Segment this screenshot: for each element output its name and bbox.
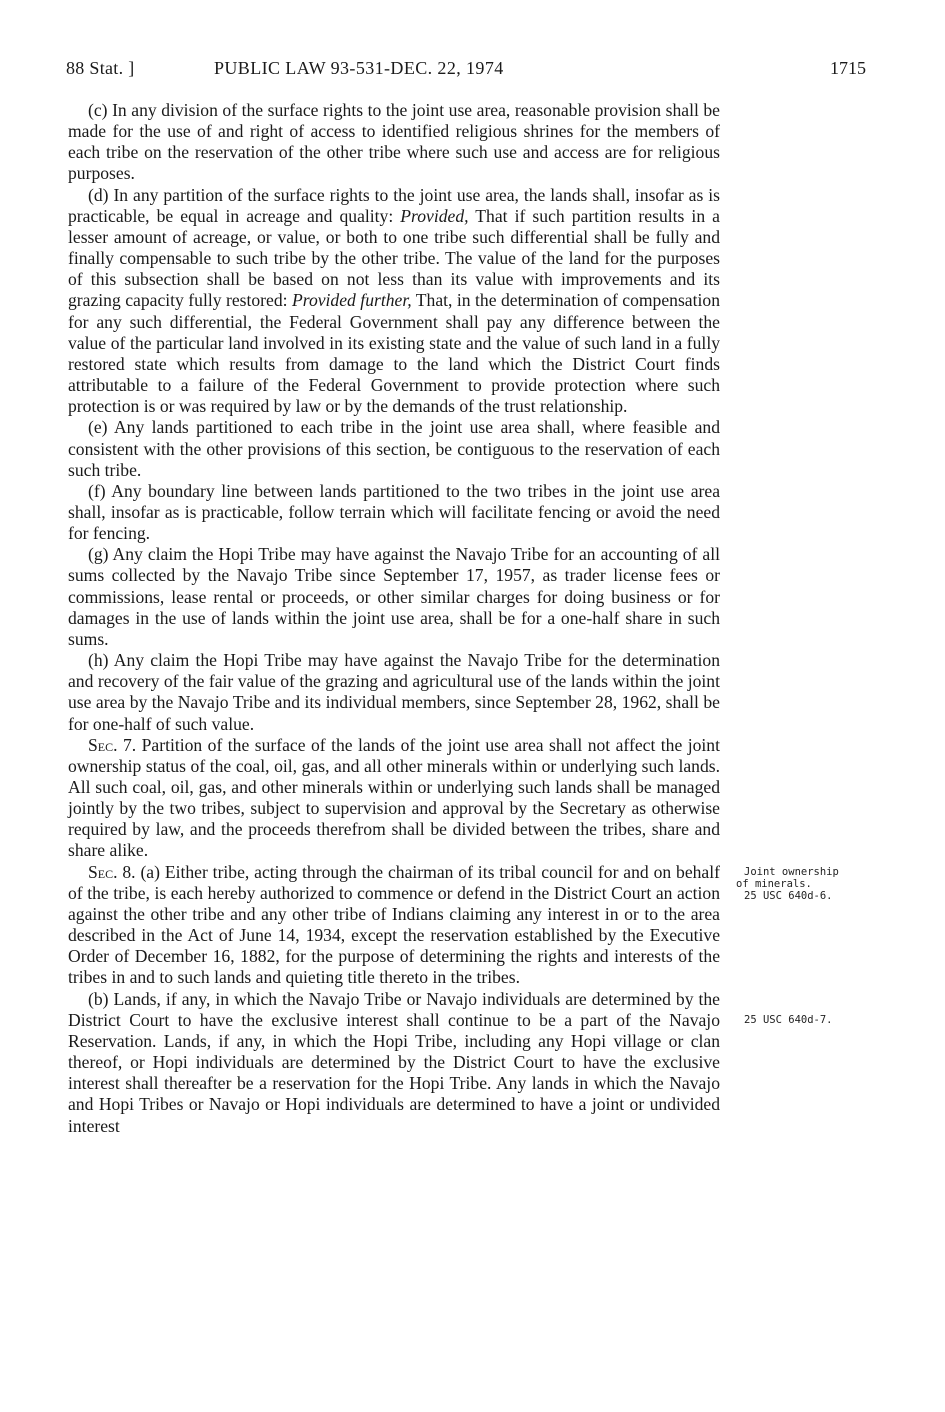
section-7-text: Partition of the surface of the lands of the joint use area shall not affect the joint ownership status of the coal, oil, gas, and all other minerals within or underlying such lands. All such coal, oil, gas, and other minerals within or underlying such lands shall be managed jointly by the two tribes, subject to supervision and approval by the Secretary as otherwise required by law, and the proceeds therefrom shall be divided between the tribes, share and share alike. (68, 734, 720, 861)
margin-note-citation: 25 USC 640d-6. (744, 890, 833, 902)
paragraph-d-text-1: (d) In any partition of the surface rights to the joint use area, the lands shall, insofar as is practicable, be equal in acreage and quality: (68, 184, 720, 226)
section-7 (68, 735, 720, 862)
statute-volume: 88 Stat. ] (66, 58, 135, 78)
paragraph-d-text-2: That if such partition results in a lesser amount of acreage, or value, or both to one tribe such differential shall be fully and finally compensable to such tribe by the other tribe. The value of the land for the purposes of this subsection shall be based on not less than its value with improvements and its grazing capacity fully restored: (68, 205, 720, 311)
paragraph-e: (e) Any lands partitioned to each tribe in the joint use area shall, where feasible and consistent with the other provisions of this section, be contiguous to the reservation of each such tribe. (68, 417, 720, 480)
paragraph-h: (h) Any claim the Hopi Tribe may have against the Navajo Tribe for the determination and recovery of the fair value of the grazing and agricultural use of the lands within the joint use area by the Navajo Tribe and its individual members, since September 28, 1962, shall be for one-half of such value. (68, 650, 720, 734)
proviso-provided: Provided, (400, 205, 469, 226)
proviso-provided-further: Provided further, (292, 290, 412, 311)
paragraph-c: (c) In any division of the surface rights to the joint use area, reasonable provision shall be made for the use of and right of access to identified religious shrines for the members of each tribe on the reservation of the other tribe where such use and access are for religious purposes. (68, 100, 720, 184)
section-8-label: Sec. 8. (88, 861, 136, 882)
paragraph-d-text-3: That, in the determination of compensation for any such differential, the Federal Government shall pay any difference between the value of the particular land involved in its existing state and the value of such land in a fully restored state which results from damage to the land which the District Court finds attributable to a failure of the Federal Government to provide protection where such protection is or was required by law or by the demands of the trust relationship. (68, 290, 720, 417)
section-7-label: Sec. 7. (88, 734, 137, 755)
margin-note-citation: 25 USC 640d-7. (744, 1014, 833, 1026)
paragraph-d (68, 185, 720, 418)
section-8a-text: (a) Either tribe, acting through the chairman of its tribal council for and on behalf of the tribe, is each hereby authorized to commence or defend in the District Court an action against the other tribe and any other tribe of Indians claiming any interest in or to the area described in the Act of June 14, 1934, except the reservation established by the Executive Order of December 16, 1882, for the purpose of determining the rights and interests of the tribes in and to such lands and quieting title thereto in the tribes. (68, 861, 720, 988)
page-number: 1715 (830, 58, 866, 78)
running-header (66, 58, 866, 84)
section-8b: (b) Lands, if any, in which the Navajo Tribe or Navajo individuals are determined by the District Court to have the exclusive interest shall continue to be a part of the Navajo Reservation. Lands, if any, in which the Hopi Tribe, including any Hopi village or clan thereof, or Hopi individuals are determined by the District Court to have the exclusive interest shall thereafter be a reservation for the Hopi Tribe. Any lands in which the Navajo and Hopi Tribes or Navajo or Hopi individuals are determined to have a joint or undivided interest (68, 988, 720, 1136)
law-title: PUBLIC LAW 93-531-DEC. 22, 1974 (214, 58, 504, 78)
paragraph-g: (g) Any claim the Hopi Tribe may have against the Navajo Tribe for an accounting of all sums collected by the Navajo Tribe since September 17, 1957, as trader license fees or commissions, lease rental or proceeds, or other similar charges for doing business or for damages in the use of lands within the joint use area, shall be for a one-half share in such sums. (68, 544, 720, 649)
section-8a (68, 862, 720, 989)
margin-note-section-8 (736, 1014, 876, 1026)
margin-note-section-7 (736, 866, 876, 902)
margin-note-subtitle: of minerals. (736, 878, 812, 890)
margin-note-title: Joint ownership (744, 866, 839, 878)
paragraph-f: (f) Any boundary line between lands partitioned to the two tribes in the joint use area shall, insofar as is practicable, follow terrain which will facilitate fencing or avoid the need for fencing. (68, 480, 720, 544)
statute-body (68, 100, 720, 1137)
